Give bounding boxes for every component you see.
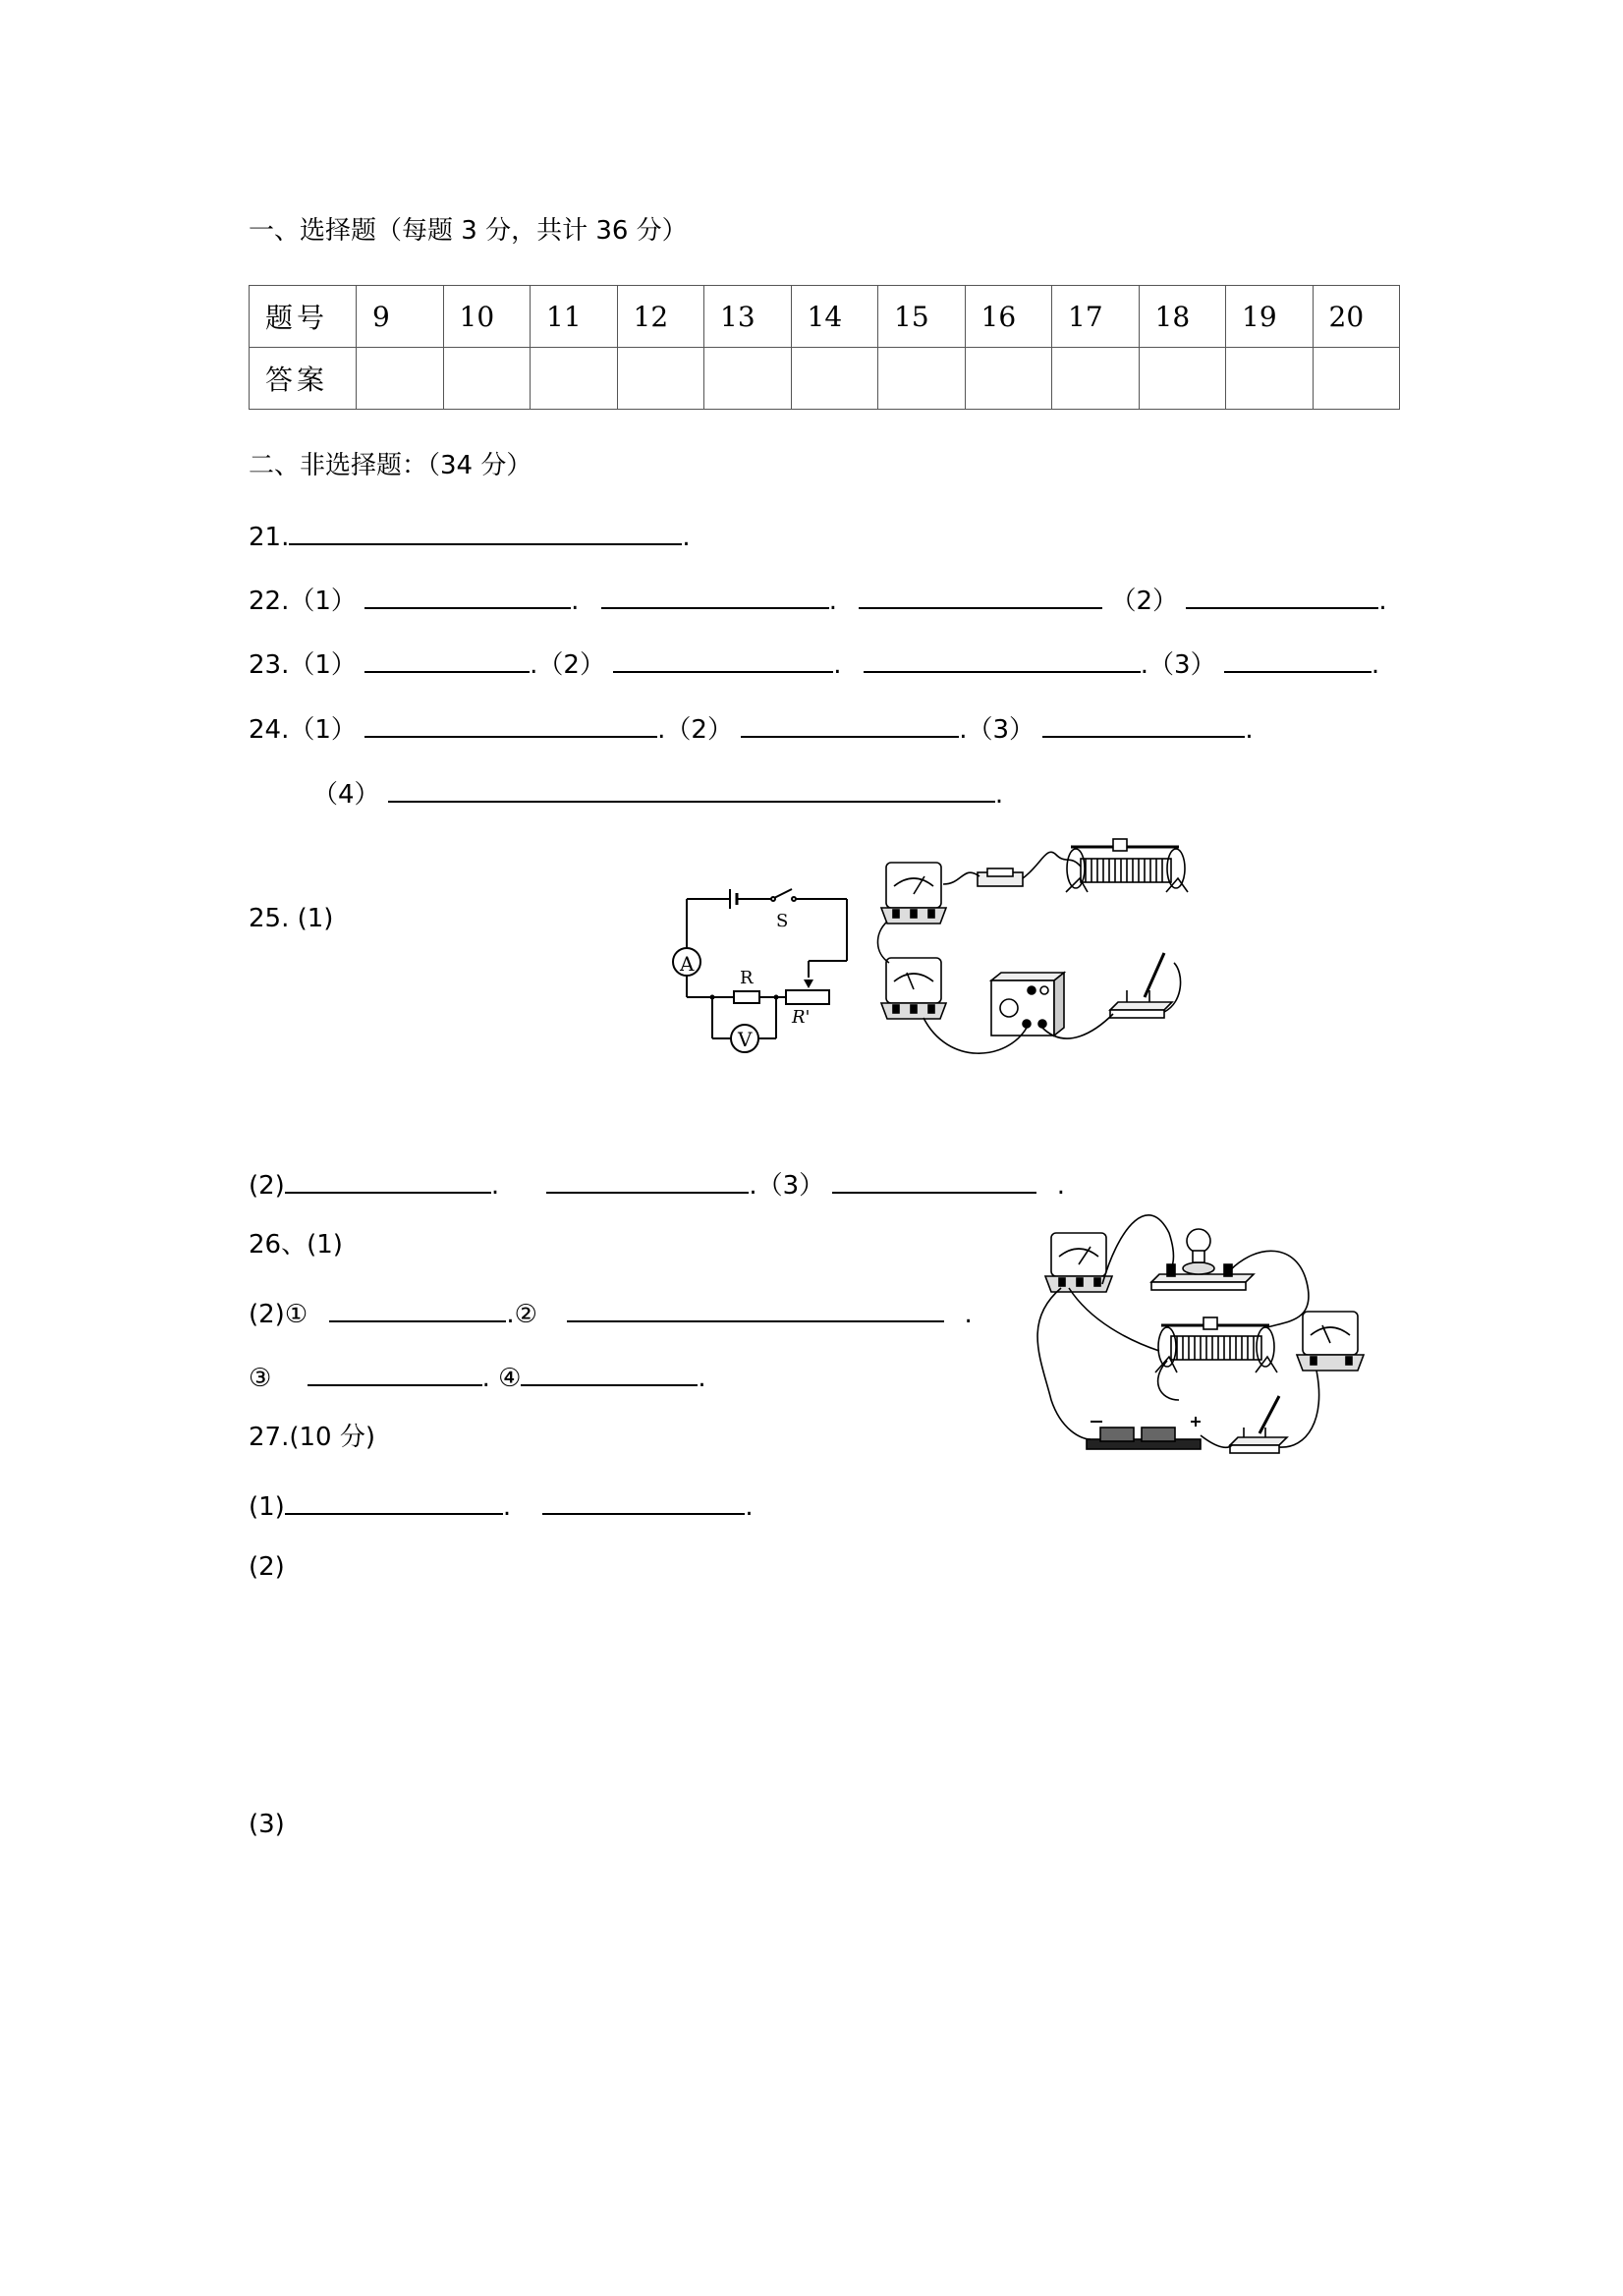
question-number-cell: 15 bbox=[878, 286, 966, 348]
q21-blank[interactable] bbox=[289, 518, 682, 545]
q25-end: . bbox=[1056, 1171, 1065, 1201]
q22-blank-1[interactable] bbox=[364, 582, 571, 609]
answer-cell[interactable] bbox=[1139, 348, 1226, 410]
q22-blank-4[interactable] bbox=[1186, 582, 1378, 609]
answer-cell[interactable] bbox=[531, 348, 618, 410]
q26-part3-label: ③ bbox=[249, 1364, 272, 1393]
q27-blank-2[interactable] bbox=[542, 1487, 745, 1515]
q23-sub-3: .（3） bbox=[1140, 650, 1216, 680]
q23-sep-2: . bbox=[833, 650, 842, 680]
q21-label: 21. bbox=[249, 523, 290, 552]
q27-sep-1: . bbox=[502, 1492, 512, 1522]
q24-blank-1[interactable] bbox=[364, 710, 657, 738]
q24-sub-2: .（2） bbox=[657, 715, 733, 745]
answer-cell[interactable] bbox=[1313, 348, 1400, 410]
q22-sep-1: . bbox=[571, 587, 580, 616]
q25-label: 25. (1) bbox=[249, 904, 334, 933]
answer-cell[interactable] bbox=[965, 348, 1052, 410]
question-25-line2 bbox=[249, 1166, 1065, 1201]
q24-sub-4: （4） bbox=[312, 780, 380, 810]
q22-sub-2: （2） bbox=[1110, 587, 1179, 616]
q27-part3-label: (3) bbox=[249, 1810, 285, 1839]
q25-blank-3[interactable] bbox=[832, 1166, 1036, 1194]
q24-end: . bbox=[1245, 715, 1254, 745]
q22-end: . bbox=[1378, 587, 1387, 616]
q26-mid-2: .② bbox=[506, 1300, 537, 1329]
knife-switch-2 bbox=[1230, 1396, 1287, 1453]
answer-table bbox=[249, 285, 1400, 410]
question-24 bbox=[249, 710, 1254, 745]
rheostat-label: R' bbox=[792, 1007, 811, 1028]
question-number-cell: 19 bbox=[1226, 286, 1314, 348]
rheostat-component bbox=[1066, 839, 1188, 892]
q25-blank-2[interactable] bbox=[546, 1166, 749, 1194]
question-number-cell: 20 bbox=[1313, 286, 1400, 348]
q23-sub-2: .（2） bbox=[530, 650, 605, 680]
q27-label: 27.(10 分) bbox=[249, 1423, 375, 1452]
q26-end-2: . bbox=[964, 1300, 973, 1329]
q25-sep-1: . bbox=[490, 1171, 500, 1201]
q22-sep-2: . bbox=[828, 587, 837, 616]
row-label-answer: 答案 bbox=[250, 348, 357, 410]
apparatus-drawing-q25 bbox=[869, 825, 1203, 1086]
q24-blank-4[interactable] bbox=[388, 775, 995, 803]
q27-blank-1[interactable] bbox=[285, 1487, 503, 1515]
question-24-part4 bbox=[312, 775, 1003, 810]
resistor-label: R bbox=[740, 968, 754, 988]
question-26-line3 bbox=[249, 1359, 706, 1393]
voltmeter-device bbox=[881, 863, 946, 924]
ammeter-device bbox=[881, 958, 946, 1019]
circuit-schematic bbox=[668, 879, 865, 1066]
knife-switch bbox=[1110, 953, 1172, 1018]
question-26-line2 bbox=[249, 1295, 973, 1329]
q23-blank-2[interactable] bbox=[613, 645, 833, 673]
q24-sub-3: .（3） bbox=[959, 715, 1035, 745]
question-number-cell: 18 bbox=[1139, 286, 1226, 348]
q26-blank-1[interactable] bbox=[329, 1295, 506, 1322]
q25-part2-label: (2) bbox=[249, 1171, 285, 1201]
answer-cell[interactable] bbox=[791, 348, 878, 410]
answer-cell[interactable] bbox=[1226, 348, 1314, 410]
q24-blank-3[interactable] bbox=[1042, 710, 1245, 738]
answer-cell[interactable] bbox=[443, 348, 531, 410]
q25-blank-1[interactable] bbox=[285, 1166, 491, 1194]
q24-end-4: . bbox=[994, 780, 1004, 810]
q27-end-1: . bbox=[745, 1492, 754, 1522]
q26-mid-3: . ④ bbox=[481, 1364, 522, 1393]
q26-blank-2[interactable] bbox=[567, 1295, 944, 1322]
section1-title: 一、选择题（每题 3 分，共计 36 分） bbox=[249, 216, 688, 246]
question-23 bbox=[249, 645, 1379, 680]
ammeter-device-2 bbox=[1297, 1312, 1364, 1371]
q21-end: . bbox=[682, 523, 691, 552]
question-number-cell: 17 bbox=[1052, 286, 1140, 348]
table-row-answers bbox=[250, 348, 1400, 410]
q23-end: . bbox=[1371, 650, 1380, 680]
switch-label: S bbox=[776, 911, 789, 931]
row-label-number: 题号 bbox=[250, 286, 357, 348]
q24-label: 24.（1） bbox=[249, 715, 357, 745]
light-bulb bbox=[1151, 1229, 1254, 1290]
q24-blank-2[interactable] bbox=[741, 710, 959, 738]
q26-blank-3[interactable] bbox=[308, 1359, 482, 1386]
q23-blank-4[interactable] bbox=[1224, 645, 1371, 673]
q27-part1-label: (1) bbox=[249, 1492, 285, 1522]
voltmeter-label: V bbox=[738, 1028, 753, 1051]
q26-label: 26、(1) bbox=[249, 1230, 343, 1260]
question-number-cell: 13 bbox=[704, 286, 792, 348]
question-number-cell: 9 bbox=[357, 286, 444, 348]
q22-label: 22.（1） bbox=[249, 587, 357, 616]
q27-part2-label: (2) bbox=[249, 1552, 285, 1582]
section2-title: 二、非选择题：（34 分） bbox=[249, 451, 532, 480]
question-number-cell: 10 bbox=[443, 286, 531, 348]
q23-blank-3[interactable] bbox=[864, 645, 1141, 673]
q26-part2-label: (2)① bbox=[249, 1300, 308, 1329]
q23-blank-1[interactable] bbox=[364, 645, 530, 673]
q22-blank-2[interactable] bbox=[601, 582, 829, 609]
ammeter-label: A bbox=[680, 952, 695, 976]
answer-cell[interactable] bbox=[617, 348, 704, 410]
q26-end-3: . bbox=[698, 1364, 706, 1393]
question-number-cell: 16 bbox=[965, 286, 1052, 348]
q25-sub-3: .（3） bbox=[749, 1171, 825, 1201]
question-27-line1 bbox=[249, 1487, 754, 1522]
battery-pack bbox=[1087, 1417, 1201, 1449]
power-supply bbox=[991, 973, 1064, 1036]
question-21 bbox=[249, 518, 691, 552]
q26-blank-4[interactable] bbox=[521, 1359, 698, 1386]
table-row-numbers bbox=[250, 286, 1400, 348]
q23-label: 23.（1） bbox=[249, 650, 357, 680]
question-number-cell: 11 bbox=[531, 286, 618, 348]
resistor-component bbox=[978, 868, 1023, 886]
q22-blank-3[interactable] bbox=[859, 582, 1102, 609]
answer-cell[interactable] bbox=[1052, 348, 1140, 410]
answer-cell[interactable] bbox=[878, 348, 966, 410]
question-number-cell: 14 bbox=[791, 286, 878, 348]
rheostat-component-2 bbox=[1155, 1317, 1277, 1372]
answer-cell[interactable] bbox=[704, 348, 792, 410]
question-number-cell: 12 bbox=[617, 286, 704, 348]
question-22 bbox=[249, 582, 1387, 616]
answer-cell[interactable] bbox=[357, 348, 444, 410]
apparatus-drawing-q26 bbox=[1022, 1204, 1405, 1479]
